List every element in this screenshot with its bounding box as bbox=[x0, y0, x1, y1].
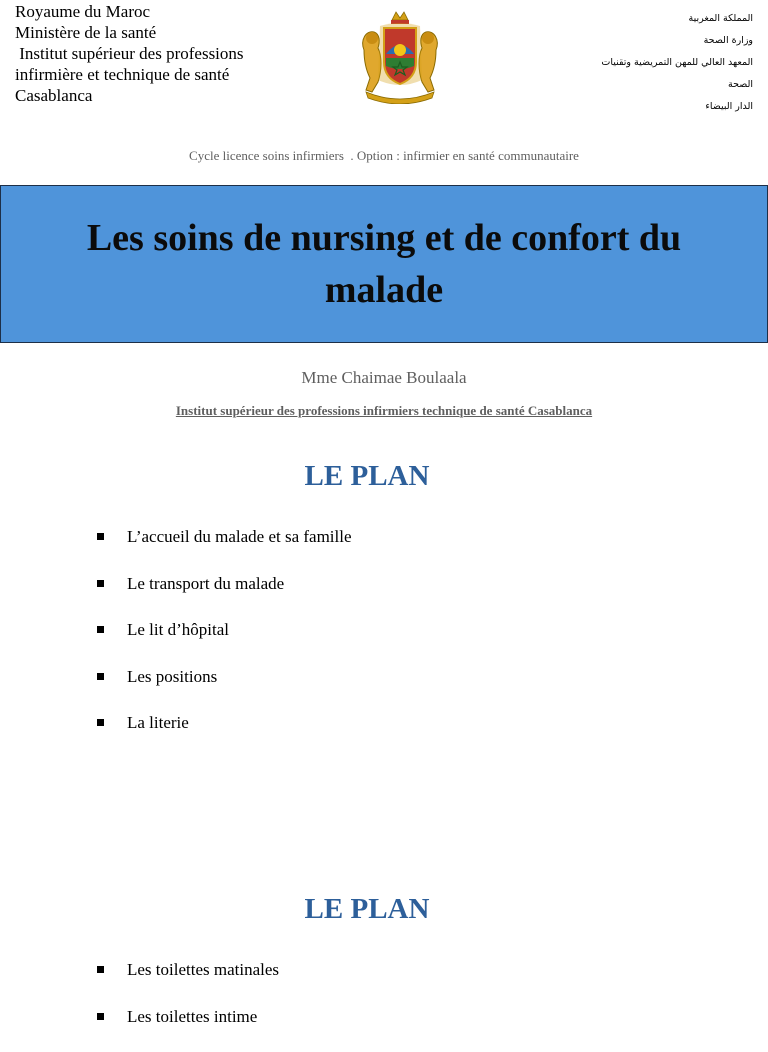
list-item-text: Les toilettes matinales bbox=[127, 959, 279, 981]
program-subtitle: Cycle licence soins infirmiers . Option : infirmier en santé communautaire bbox=[0, 148, 768, 164]
header-arabic-ministry: وزارة الصحة bbox=[533, 30, 753, 52]
square-bullet-icon bbox=[97, 626, 104, 633]
plan-list-1 bbox=[97, 526, 352, 759]
plan-list-2 bbox=[97, 959, 279, 1052]
moroccan-coat-of-arms-icon bbox=[356, 10, 444, 104]
list-item bbox=[97, 666, 352, 713]
list-item bbox=[97, 712, 352, 759]
header-arabic-institute: المعهد العالي للمهن التمريضية وتقنيات bbox=[533, 52, 753, 74]
header-french-block bbox=[15, 1, 315, 106]
header-country: Royaume du Maroc bbox=[15, 1, 315, 22]
list-item-text: Le transport du malade bbox=[127, 573, 284, 595]
header-arabic-health: الصحة bbox=[533, 74, 753, 96]
header-city: Casablanca bbox=[15, 85, 315, 106]
institute-link[interactable]: Institut supérieur des professions infirmiers technique de santé Casablanca bbox=[0, 403, 768, 419]
list-item-text: L’accueil du malade et sa famille bbox=[127, 526, 352, 548]
document-title: Les soins de nursing et de confort du malade bbox=[34, 212, 734, 316]
header-arabic-block bbox=[533, 8, 753, 118]
author-name: Mme Chaimae Boulaala bbox=[0, 368, 768, 388]
square-bullet-icon bbox=[97, 673, 104, 680]
square-bullet-icon bbox=[97, 1013, 104, 1020]
list-item bbox=[97, 959, 279, 1006]
header-arabic-city: الدار البيضاء bbox=[533, 96, 753, 118]
list-item bbox=[97, 1006, 279, 1052]
plan-heading-1: LE PLAN bbox=[0, 460, 734, 493]
header-institute-line-2: infirmière et technique de santé bbox=[15, 64, 315, 85]
list-item-text: Les toilettes intime bbox=[127, 1006, 257, 1028]
title-banner bbox=[0, 185, 768, 343]
list-item-text: Le lit d’hôpital bbox=[127, 619, 229, 641]
header-institute-line-1: Institut supérieur des professions bbox=[15, 43, 315, 64]
list-item-text: La literie bbox=[127, 712, 189, 734]
list-item bbox=[97, 619, 352, 666]
plan-heading-2: LE PLAN bbox=[0, 893, 734, 926]
square-bullet-icon bbox=[97, 580, 104, 587]
list-item-text: Les positions bbox=[127, 666, 217, 688]
list-item bbox=[97, 526, 352, 573]
square-bullet-icon bbox=[97, 533, 104, 540]
square-bullet-icon bbox=[97, 719, 104, 726]
list-item bbox=[97, 573, 352, 620]
header-ministry: Ministère de la santé bbox=[15, 22, 315, 43]
square-bullet-icon bbox=[97, 966, 104, 973]
header-arabic-country: المملكة المغربية bbox=[533, 8, 753, 30]
